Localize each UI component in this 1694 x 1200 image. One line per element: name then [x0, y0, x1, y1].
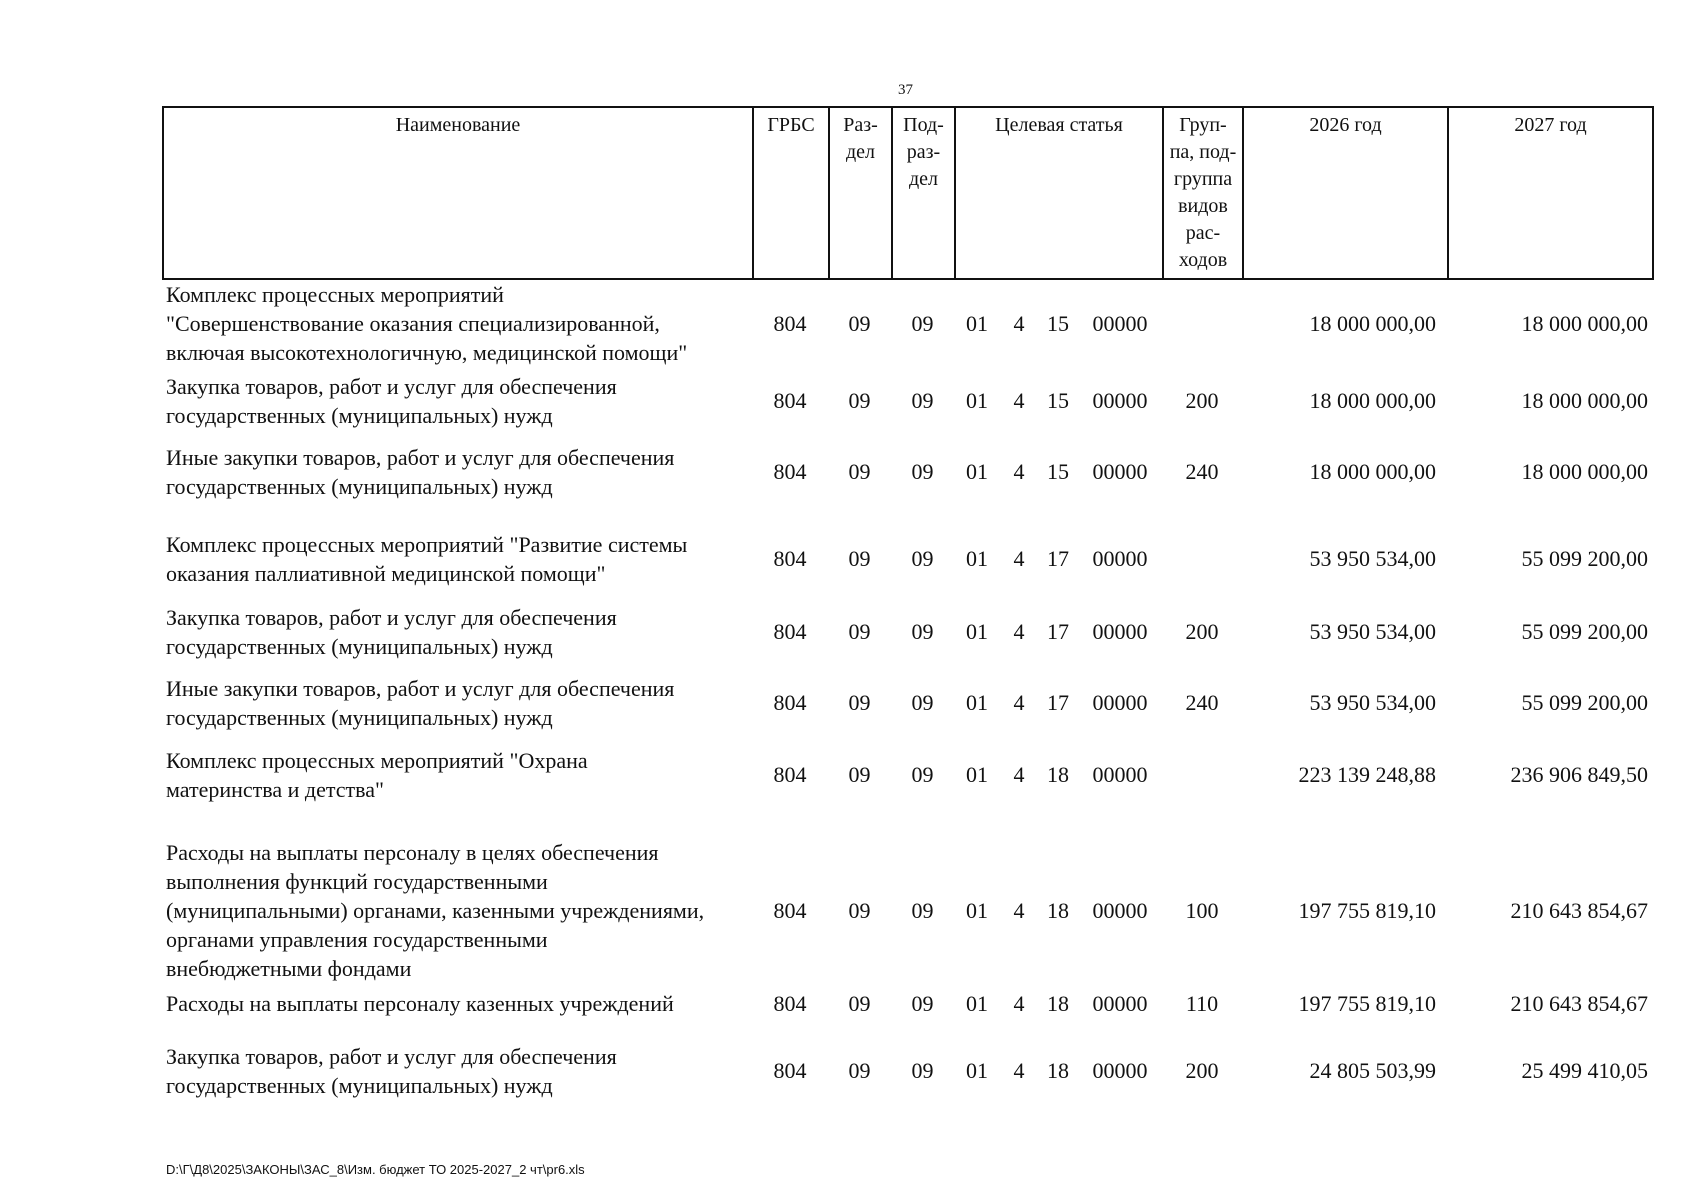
cell-target-direction: 18 — [1047, 762, 1069, 787]
row-name-line: включая высокотехнологичную, медицинской помощи" — [166, 340, 688, 365]
cell-podrazdel: 09 — [911, 690, 934, 715]
header-group-line: видов — [1178, 195, 1228, 217]
row-name-line: Комплекс процессных мероприятий — [166, 282, 504, 307]
cell-target-subprogram: 4 — [1013, 897, 1025, 923]
row-name-line: государственных (муниципальных) нужд — [166, 403, 553, 428]
cell-amount-2026: 197 755 819,10 — [1298, 897, 1436, 923]
cell-amount-2027: 55 099 200,00 — [1521, 546, 1648, 571]
table-row — [162, 746, 1652, 804]
header-razdel-line: дел — [845, 141, 876, 163]
row-name — [162, 838, 752, 983]
cell-grbs: 804 — [773, 619, 807, 644]
cell-razdel: 09 — [848, 762, 871, 787]
cell-expense-group: 100 — [1185, 897, 1219, 923]
row-name-line: оказания паллиативной медицинской помощи" — [166, 561, 606, 586]
cell-target-subprogram: 4 — [1013, 762, 1025, 787]
cell-grbs: 804 — [773, 762, 807, 787]
cell-amount-2026: 18 000 000,00 — [1309, 459, 1436, 484]
cell-amount-2026: 18 000 000,00 — [1309, 388, 1436, 413]
table-row — [162, 372, 1652, 430]
cell-expense-group: 200 — [1185, 1058, 1219, 1083]
row-name — [162, 372, 752, 430]
header-razdel — [829, 107, 892, 279]
header-razdel-line: Раз- — [843, 114, 878, 136]
table-row — [162, 443, 1652, 501]
cell-razdel: 09 — [848, 388, 871, 413]
header-target: Целевая статья — [955, 107, 1163, 279]
cell-expense-group: 200 — [1185, 388, 1219, 413]
cell-amount-2027: 18 000 000,00 — [1521, 310, 1648, 336]
table-row — [162, 838, 1652, 983]
row-name-line: Комплекс процессных мероприятий "Развитие системы — [166, 532, 688, 557]
cell-target-direction: 17 — [1047, 690, 1069, 715]
header-group-line: группа — [1173, 168, 1233, 190]
cell-amount-2027: 55 099 200,00 — [1521, 619, 1648, 644]
header-group-line: па, под- — [1169, 141, 1237, 163]
cell-target-program: 01 — [966, 762, 988, 787]
cell-grbs: 804 — [773, 388, 807, 413]
row-name-line: Закупка товаров, работ и услуг для обеспечения — [166, 374, 617, 399]
cell-target-program: 01 — [966, 619, 988, 644]
cell-razdel: 09 — [848, 459, 871, 484]
cell-target-direction: 17 — [1047, 546, 1069, 571]
table-row — [162, 603, 1652, 661]
cell-amount-2027: 18 000 000,00 — [1521, 388, 1648, 413]
header-podrazdel-line: дел — [908, 168, 939, 190]
cell-target-code: 00000 — [1092, 990, 1148, 1016]
file-path: D:\Г\Д8\2025\ЗАКОНЫ\ЗАС_8\Изм. бюджет ТО 2025-2027_2 чт\pr6.xls — [166, 1162, 585, 1177]
cell-amount-2026: 197 755 819,10 — [1298, 990, 1436, 1016]
cell-target-program: 01 — [966, 546, 988, 571]
cell-target-program: 01 — [966, 690, 988, 715]
cell-podrazdel: 09 — [911, 619, 934, 644]
cell-razdel: 09 — [848, 546, 871, 571]
cell-target-direction: 15 — [1047, 459, 1069, 484]
cell-target-direction: 18 — [1047, 897, 1069, 923]
table-row — [162, 530, 1652, 588]
cell-target-code: 00000 — [1092, 897, 1148, 923]
cell-expense-group: 110 — [1185, 990, 1219, 1016]
cell-expense-group: 240 — [1185, 459, 1219, 484]
row-name-line: "Совершенствование оказания специализированной, — [166, 311, 660, 336]
row-name-line: внебюджетными фондами — [166, 956, 412, 981]
header-podrazdel-line: Под- — [903, 114, 944, 136]
cell-target-program: 01 — [966, 897, 988, 923]
row-name-line: Расходы на выплаты персоналу казенных учреждений — [166, 991, 674, 1016]
row-name-line: государственных (муниципальных) нужд — [166, 474, 553, 499]
cell-amount-2027: 25 499 410,05 — [1521, 1058, 1648, 1083]
row-name-line: материнства и детства" — [166, 777, 384, 802]
cell-target-subprogram: 4 — [1013, 619, 1025, 644]
header-group-line: Груп- — [1179, 114, 1227, 136]
cell-target-code: 00000 — [1092, 459, 1148, 484]
cell-amount-2027: 210 643 854,67 — [1510, 990, 1648, 1016]
cell-target-direction: 18 — [1047, 990, 1069, 1016]
cell-target-code: 00000 — [1092, 1058, 1148, 1083]
cell-podrazdel: 09 — [911, 546, 934, 571]
cell-razdel: 09 — [848, 690, 871, 715]
cell-target-program: 01 — [966, 459, 988, 484]
cell-amount-2026: 24 805 503,99 — [1309, 1058, 1436, 1083]
cell-target-code: 00000 — [1092, 690, 1148, 715]
cell-target-direction: 17 — [1047, 619, 1069, 644]
cell-podrazdel: 09 — [911, 388, 934, 413]
cell-target-subprogram: 4 — [1013, 310, 1025, 336]
cell-podrazdel: 09 — [911, 990, 934, 1016]
cell-target-subprogram: 4 — [1013, 459, 1025, 484]
row-name-line: государственных (муниципальных) нужд — [166, 705, 553, 730]
cell-target-program: 01 — [966, 1058, 988, 1083]
cell-amount-2026: 53 950 534,00 — [1309, 690, 1436, 715]
header-year-2026: 2026 год — [1243, 107, 1448, 279]
table-row — [162, 989, 1652, 1018]
cell-target-subprogram: 4 — [1013, 690, 1025, 715]
cell-razdel: 09 — [848, 1058, 871, 1083]
table-row — [162, 280, 1652, 367]
row-name-line: выполнения функций государственными — [166, 869, 548, 894]
header-name: Наименование — [163, 107, 753, 279]
cell-grbs: 804 — [773, 990, 807, 1016]
cell-expense-group: 200 — [1185, 619, 1219, 644]
cell-target-program: 01 — [966, 388, 988, 413]
header-year-2027: 2027 год — [1448, 107, 1653, 279]
cell-target-direction: 15 — [1047, 388, 1069, 413]
row-name-line: Закупка товаров, работ и услуг для обеспечения — [166, 605, 617, 630]
cell-grbs: 804 — [773, 310, 807, 336]
cell-grbs: 804 — [773, 1058, 807, 1083]
header-podrazdel-line: раз- — [906, 141, 941, 163]
row-name-line: Иные закупки товаров, работ и услуг для обеспечения — [166, 445, 675, 470]
cell-grbs: 804 — [773, 459, 807, 484]
cell-amount-2026: 53 950 534,00 — [1309, 546, 1436, 571]
row-name — [162, 603, 752, 661]
header-group — [1163, 107, 1243, 279]
header-podrazdel — [892, 107, 955, 279]
cell-amount-2027: 236 906 849,50 — [1510, 762, 1648, 787]
page-number: 37 — [898, 82, 913, 98]
table-row — [162, 1042, 1652, 1100]
cell-target-subprogram: 4 — [1013, 990, 1025, 1016]
cell-grbs: 804 — [773, 690, 807, 715]
cell-podrazdel: 09 — [911, 762, 934, 787]
cell-target-direction: 18 — [1047, 1058, 1069, 1083]
cell-amount-2026: 53 950 534,00 — [1309, 619, 1436, 644]
cell-target-code: 00000 — [1092, 762, 1148, 787]
row-name — [162, 443, 752, 501]
cell-target-subprogram: 4 — [1013, 546, 1025, 571]
row-name-line: Закупка товаров, работ и услуг для обеспечения — [166, 1044, 617, 1069]
table-header — [162, 106, 1654, 280]
row-name — [162, 989, 752, 1018]
cell-target-direction: 15 — [1047, 310, 1069, 336]
row-name — [162, 674, 752, 732]
cell-amount-2026: 18 000 000,00 — [1309, 310, 1436, 336]
row-name — [162, 1042, 752, 1100]
cell-amount-2027: 18 000 000,00 — [1521, 459, 1648, 484]
cell-grbs: 804 — [773, 546, 807, 571]
cell-expense-group: 240 — [1185, 690, 1219, 715]
row-name-line: Иные закупки товаров, работ и услуг для обеспечения — [166, 676, 675, 701]
cell-podrazdel: 09 — [911, 1058, 934, 1083]
cell-razdel: 09 — [848, 619, 871, 644]
cell-amount-2027: 55 099 200,00 — [1521, 690, 1648, 715]
cell-podrazdel: 09 — [911, 897, 934, 923]
row-name-line: Расходы на выплаты персоналу в целях обеспечения — [166, 840, 659, 865]
row-name-line: государственных (муниципальных) нужд — [166, 634, 553, 659]
cell-target-program: 01 — [966, 310, 988, 336]
cell-target-subprogram: 4 — [1013, 388, 1025, 413]
cell-razdel: 09 — [848, 897, 871, 923]
cell-amount-2027: 210 643 854,67 — [1510, 897, 1648, 923]
cell-target-code: 00000 — [1092, 310, 1148, 336]
row-name-line: государственных (муниципальных) нужд — [166, 1073, 553, 1098]
row-name — [162, 530, 752, 588]
row-name-line: органами управления государственными — [166, 927, 548, 952]
row-name-line: (муниципальными) органами, казенными учреждениями, — [166, 898, 705, 923]
row-name — [162, 746, 752, 804]
table-row — [162, 674, 1652, 732]
cell-razdel: 09 — [848, 310, 871, 336]
cell-razdel: 09 — [848, 990, 871, 1016]
header-group-line: ходов — [1178, 249, 1228, 271]
header-group-line: рас- — [1185, 222, 1221, 244]
cell-podrazdel: 09 — [911, 459, 934, 484]
cell-podrazdel: 09 — [911, 310, 934, 336]
header-grbs: ГРБС — [753, 107, 829, 279]
cell-amount-2026: 223 139 248,88 — [1298, 762, 1436, 787]
row-name — [162, 280, 752, 367]
cell-target-program: 01 — [966, 990, 988, 1016]
cell-target-code: 00000 — [1092, 619, 1148, 644]
cell-target-code: 00000 — [1092, 546, 1148, 571]
cell-grbs: 804 — [773, 897, 807, 923]
cell-target-code: 00000 — [1092, 388, 1148, 413]
row-name-line: Комплекс процессных мероприятий "Охрана — [166, 748, 588, 773]
cell-target-subprogram: 4 — [1013, 1058, 1025, 1083]
